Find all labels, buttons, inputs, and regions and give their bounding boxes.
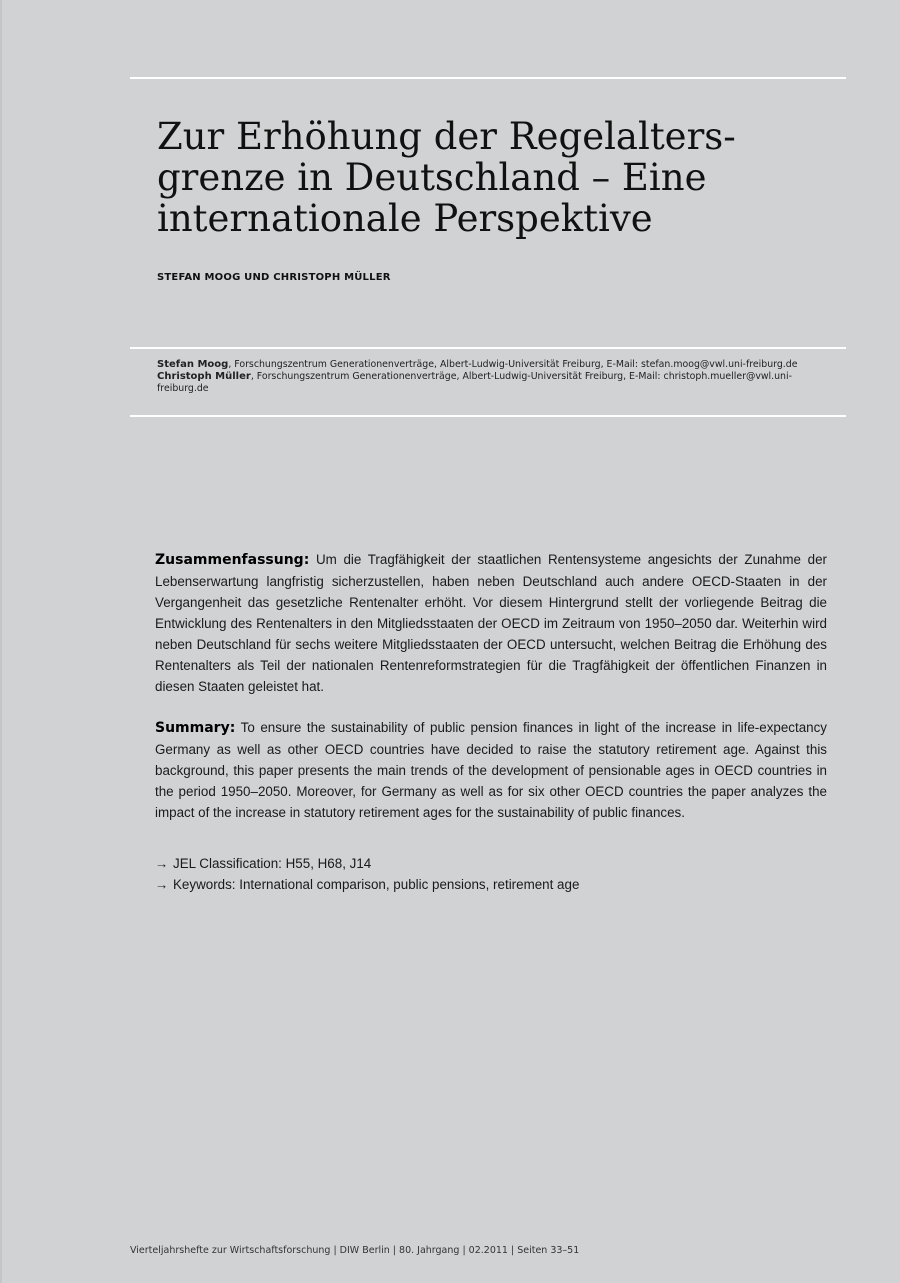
abstract-english-label: Summary: [155, 720, 236, 736]
abstract-german-text: Um die Tragfähigkeit der staatlichen Rentensysteme angesichts der Zunahme der Lebenserwartung langfristig sicherzustellen, haben neben Deutschland auch andere OECD-Staaten in der Vergangenheit das gesetzliche Rentenalter erhöht. Vor diesem Hintergrund stellt der vorliegende Beitrag die Entwicklung des Rentenalters in den Mitgliedsstaaten der OECD im Zeitraum von 1950–2050 dar. Weiterhin wird neben Deutschland für sechs weitere Mitgliedsstaaten der OECD untersucht, welchen Beitrag die Erhöhung des Rentenalters als Teil der nationalen Rentenreformstrategien für die Tragfähigkeit der öffentlichen Finanzen in diesen Staaten geleistet hat. [155, 552, 827, 694]
arrow-right-icon: → [155, 856, 169, 871]
keyword-list [155, 853, 579, 895]
jel-classification: JEL Classification: H55, H68, J14 [173, 856, 372, 871]
abstract-english-text: To ensure the sustainability of public pension finances in light of the increase in life-expectancy Germany as well as other OECD countries have decided to raise the statutory retirement age. Against this background, this paper presents the main trends of the development of pensionable ages in OECD countries in the period 1950–2050. Moreover, for Germany as well as for six other OECD countries the paper analyzes the impact of the increase in statutory retirement ages for the sustainability of public finances. [155, 720, 827, 820]
affiliation-author-name: Christoph Müller [157, 371, 251, 382]
top-divider [130, 77, 846, 79]
author-affiliations [157, 359, 822, 395]
abstract-german-label: Zusammenfassung: [155, 552, 310, 568]
affiliation-details: , Forschungszentrum Generationenverträge, Albert-Ludwig-Universität Freiburg, E-Mail: stefan.moog@vwl.uni-freiburg.de [228, 359, 798, 370]
paper-title [157, 116, 807, 239]
affiliation-details: , Forschungszentrum Generationenverträge, Albert-Ludwig-Universität Freiburg, E-Mail: christoph.mueller@vwl.uni-freiburg.de [157, 371, 792, 394]
author-byline: STEFAN MOOG UND CHRISTOPH MÜLLER [157, 272, 391, 283]
page-edge [0, 0, 2, 1283]
title-line: grenze in Deutschland – Eine [157, 156, 707, 199]
affiliation-author-name: Stefan Moog [157, 359, 229, 370]
abstract-english [155, 717, 827, 823]
list-item [155, 853, 579, 874]
title-line: Zur Erhöhung der Regelalters- [157, 115, 736, 158]
abstract-german [155, 549, 827, 697]
arrow-right-icon: → [155, 877, 169, 892]
keywords: Keywords: International comparison, public pensions, retirement age [173, 877, 580, 892]
journal-footer: Vierteljahrshefte zur Wirtschaftsforschung | DIW Berlin | 80. Jahrgang | 02.2011 | Seiten 33–51 [130, 1245, 580, 1256]
affiliation-bottom-divider [130, 415, 846, 417]
affiliation-entry [157, 371, 822, 395]
affiliation-top-divider [130, 347, 846, 349]
title-line: internationale Perspektive [157, 197, 653, 240]
list-item [155, 874, 579, 895]
affiliation-entry [157, 359, 822, 371]
